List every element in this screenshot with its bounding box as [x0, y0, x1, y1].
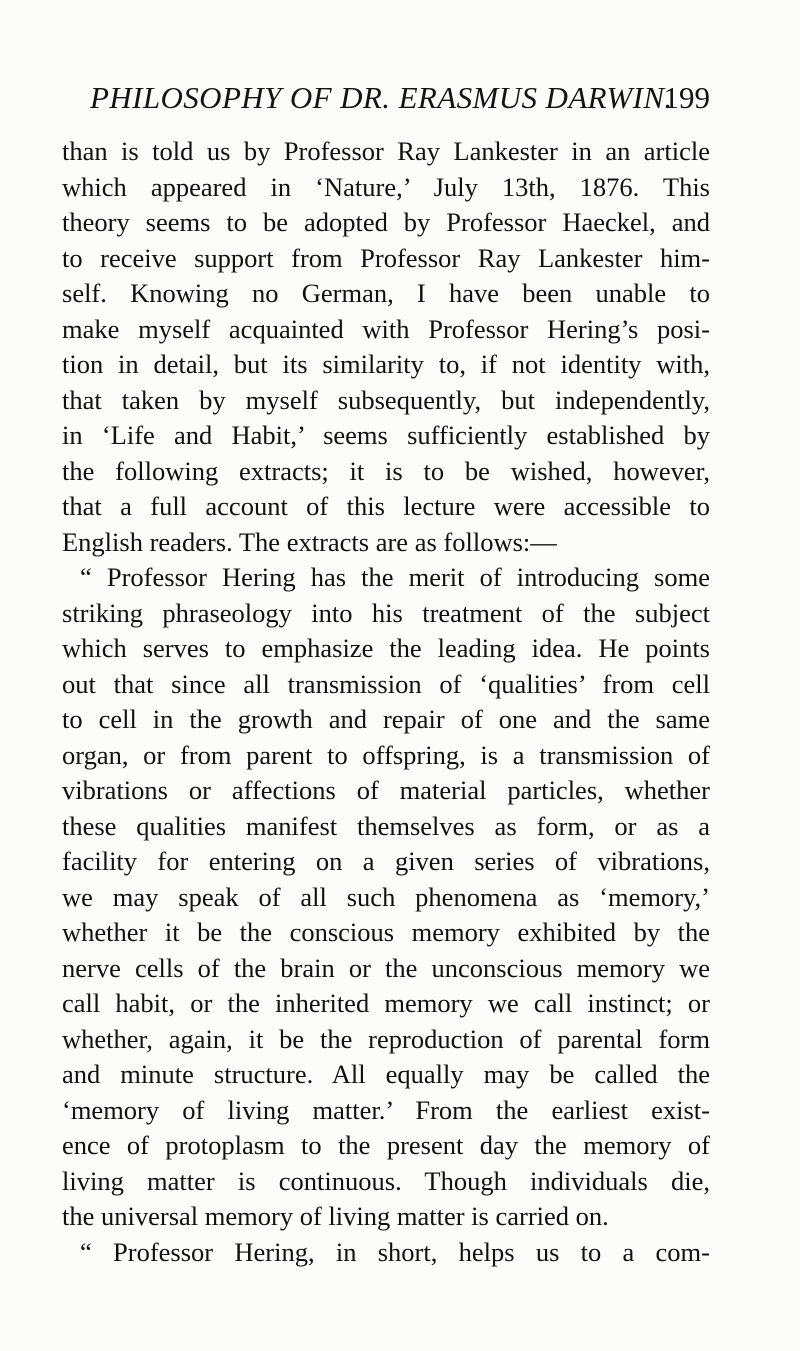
text-line: which appeared in ‘Nature,’ July 13th, 1876. This — [62, 171, 710, 202]
text-line: to cell in the growth and repair of one and the same — [62, 704, 710, 734]
text-line: which serves to emphasize the leading idea. He points — [62, 633, 710, 663]
text-line: “ Professor Hering has the merit of introducing some — [80, 562, 710, 592]
page-number: 199 — [663, 80, 710, 115]
text-line: facility for entering on a given series of vibrations, — [62, 846, 710, 876]
text-line: that a full account of this lecture were accessible to — [62, 491, 710, 521]
text-line: in ‘Life and Habit,’ seems sufficiently established by — [62, 420, 710, 450]
text-line: tion in detail, but its similarity to, if not identity with, — [62, 349, 710, 379]
text-line: make myself acquainted with Professor Hering’s posi- — [62, 313, 710, 344]
text-line: nerve cells of the brain or the unconscious memory we — [62, 952, 710, 983]
text-line: these qualities manifest themselves as form, or as a — [62, 810, 710, 841]
text-line: ence of protoplasm to the present day the memory of — [62, 1130, 710, 1160]
text-line: striking phraseology into his treatment of the subject — [62, 597, 710, 628]
text-line: to receive support from Professor Ray Lankester him- — [62, 242, 710, 273]
text-line: living matter is continuous. Though individuals die, — [62, 1165, 710, 1196]
text-line: call habit, or the inherited memory we call instinct; or — [62, 988, 710, 1018]
paragraph-1 — [62, 134, 710, 560]
text-line: ‘memory of living matter.’ From the earliest exist- — [62, 1094, 710, 1125]
text-line: out that since all transmission of ‘qualities’ from cell — [62, 668, 710, 699]
text-line: the following extracts; it is to be wished, however, — [62, 455, 710, 486]
text-line: vibrations or affections of material particles, whether — [62, 775, 710, 805]
text-line: and minute structure. All equally may be called the — [62, 1059, 710, 1089]
text-line: than is told us by Professor Ray Lankester in an article — [62, 136, 710, 166]
body-text — [62, 134, 710, 1270]
paragraph-2 — [62, 560, 710, 1235]
running-header — [90, 80, 710, 124]
text-line: “ Professor Hering, in short, helps us to a com- — [80, 1236, 710, 1267]
text-line: the universal memory of living matter is carried on. — [62, 1201, 609, 1231]
text-line: organ, or from parent to offspring, is a transmission of — [62, 739, 710, 770]
text-line: theory seems to be adopted by Professor Haeckel, and — [62, 207, 710, 237]
text-line: whether, again, it be the reproduction of parental form — [62, 1023, 710, 1054]
text-line: self. Knowing no German, I have been unable to — [62, 278, 710, 308]
text-line: we may speak of all such phenomena as ‘memory,’ — [62, 881, 710, 912]
running-title: PHILOSOPHY OF DR. ERASMUS DARWIN. — [90, 80, 673, 115]
paragraph-3 — [62, 1235, 710, 1271]
text-line: English readers. The extracts are as follows:— — [62, 526, 557, 557]
text-line: whether it be the conscious memory exhibited by the — [62, 917, 710, 947]
text-line: that taken by myself subsequently, but independently, — [62, 384, 710, 415]
